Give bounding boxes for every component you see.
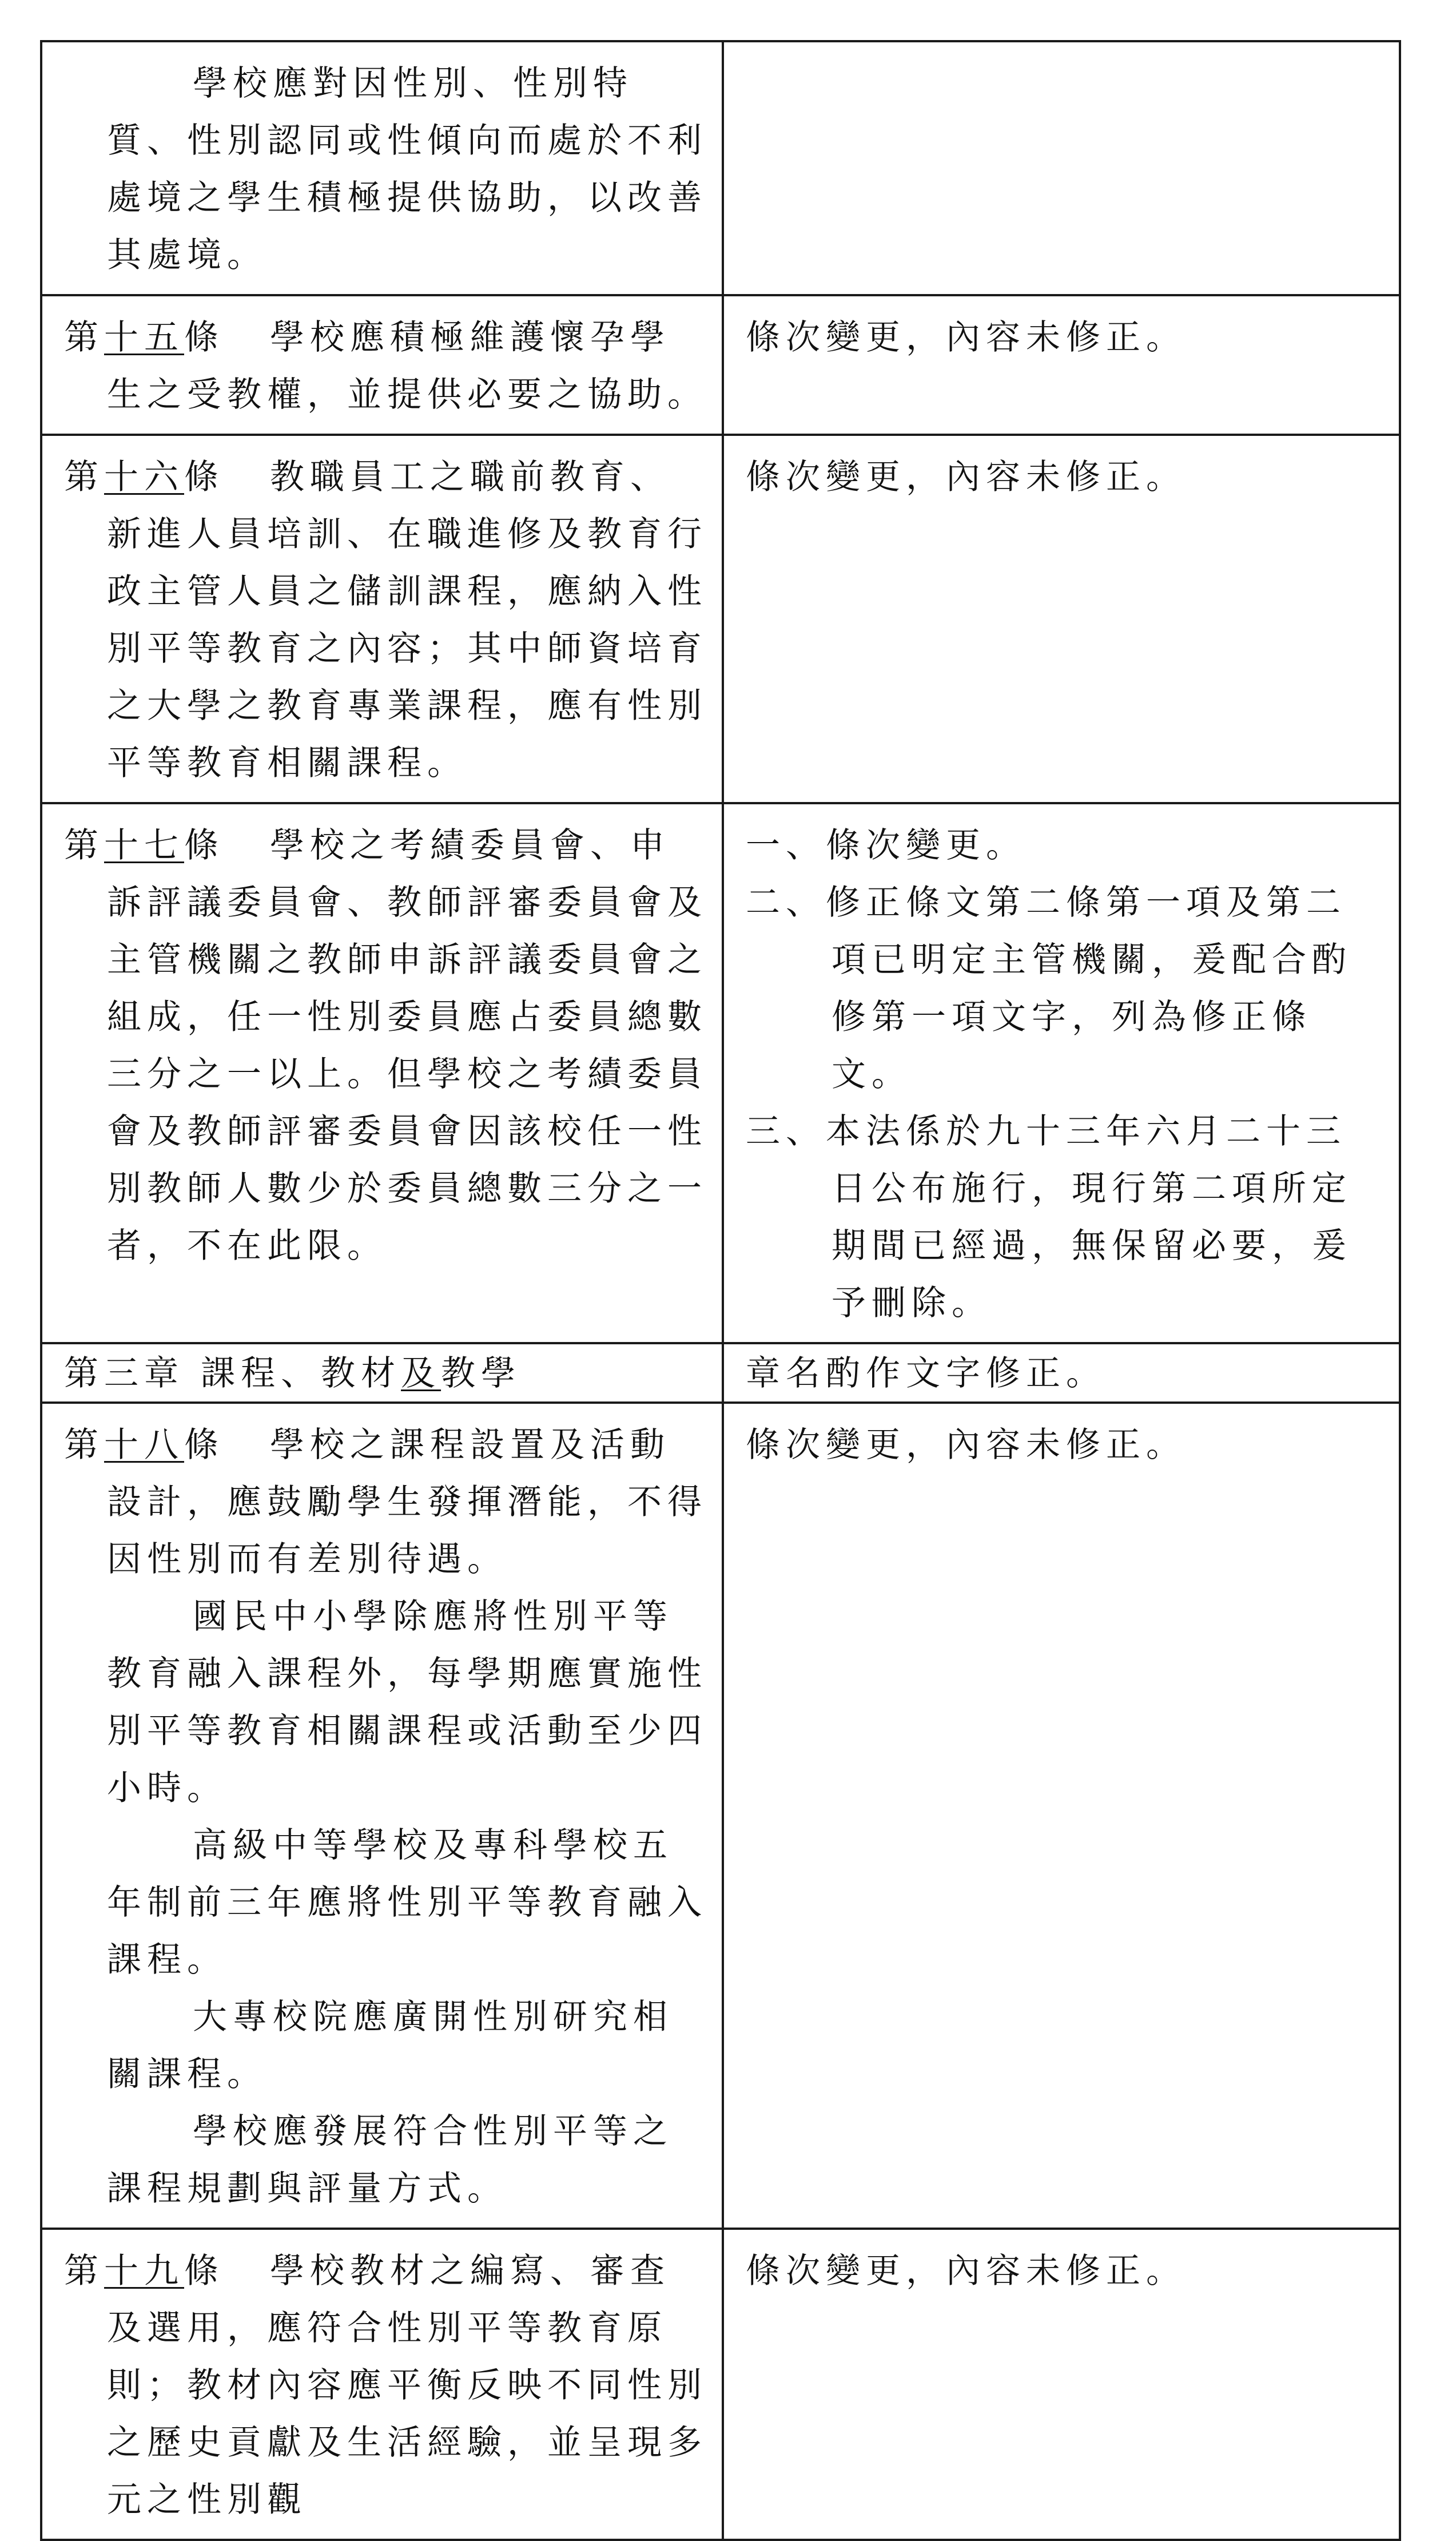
explanation-text: 條次變更，內容未修正。: [746, 1425, 1186, 1465]
list-item: [746, 1103, 1385, 1332]
list-item: [746, 874, 1385, 1103]
article-cell: [41, 803, 723, 1343]
article-cell: [41, 41, 723, 295]
explanation-text: 條次變更，內容未修正。: [746, 317, 1186, 358]
item-marker: 二、: [746, 883, 826, 923]
explanation-list: [746, 817, 1385, 1332]
article-15: [64, 309, 708, 423]
article-prefix: 第: [64, 317, 104, 358]
explanation-cell: [723, 1403, 1400, 2229]
table-row: [41, 295, 1400, 435]
article-text: 學校應積極維護懷孕學生之受教權，並提供必要之協助。: [107, 317, 707, 415]
article-number: 十八: [104, 1425, 184, 1465]
chapter-title-part: 教學: [441, 1353, 522, 1393]
article-16: [64, 448, 708, 792]
table-row: [41, 1343, 1400, 1403]
article-prefix: 第: [64, 1425, 104, 1465]
chapter-heading: [64, 1348, 708, 1399]
article-paragraph: 國民中小學除應將性別平等教育融入課程外，每學期應實施性別平等教育相關課程或活動至少四小時。: [107, 1597, 707, 1808]
article-suffix: 條: [184, 317, 224, 358]
article-number: 十五: [104, 317, 184, 358]
article-cell: [41, 1403, 723, 2229]
explanation-text: 條次變更，內容未修正。: [746, 2251, 1186, 2291]
article-paragraph: 高級中等學校及專科學校五年制前三年應將性別平等教育融入課程。: [107, 1825, 707, 1980]
table-row: [41, 803, 1400, 1343]
article-text: 教職員工之職前教育、新進人員培訓、在職進修及教育行政主管人員之儲訓課程，應納入性別平等教育之內容；其中師資培育之大學之教育專業課程，應有性別平等教育相關課程。: [107, 457, 707, 783]
explanation-cell: [723, 435, 1400, 803]
table-row: [41, 2229, 1400, 2540]
chapter-title-part: 第三章 課程、教材: [64, 1353, 401, 1393]
article-suffix: 條: [184, 1425, 224, 1465]
article-prefix: 第: [64, 825, 104, 865]
chapter-title-underlined: 及: [401, 1353, 441, 1393]
article-suffix: 條: [184, 825, 224, 865]
revision-comparison-table: [40, 40, 1401, 2541]
item-marker: 三、: [746, 1111, 826, 1152]
chapter-heading-cell: [41, 1343, 723, 1403]
article-suffix: 條: [184, 2251, 224, 2291]
article-17: [64, 817, 708, 1275]
explanation-text: 章名酌作文字修正。: [746, 1353, 1106, 1393]
article-text: 學校之課程設置及活動設計，應鼓勵學生發揮潛能，不得因性別而有差別待遇。: [107, 1425, 707, 1579]
article-cell: [41, 435, 723, 803]
explanation-text: 條次變更，內容未修正。: [746, 457, 1186, 497]
explanation-cell: [723, 295, 1400, 435]
article-suffix: 條: [184, 457, 224, 497]
article-18: [64, 1416, 708, 1588]
table-row: [41, 41, 1400, 295]
article-cell: [41, 295, 723, 435]
item-marker: 一、: [746, 825, 826, 865]
article-text: 學校教材之編寫、審查及選用，應符合性別平等教育原則；教材內容應平衡反映不同性別之歷史貢獻及生活經驗，並呈現多元之性別觀: [107, 2251, 707, 2520]
article-paragraph: 學校應發展符合性別平等之課程規劃與評量方式。: [107, 2111, 673, 2209]
article-text: 學校之考績委員會、申訴評議委員會、教師評審委員會及主管機關之教師申訴評議委員會之組成，任一性別委員應占委員總數三分之一以上。但學校之考績委員會及教師評審委員會因該校任一性別教師人數少於委員總數三分之一者，不在此限。: [107, 825, 707, 1266]
article-cell: [41, 2229, 723, 2540]
table-row: [41, 435, 1400, 803]
explanation-cell: [723, 803, 1400, 1343]
article-prefix: 第: [64, 457, 104, 497]
article-paragraph: 大專校院應廣開性別研究相關課程。: [107, 1997, 673, 2094]
explanation-cell: [723, 2229, 1400, 2540]
explanation-cell: [723, 1343, 1400, 1403]
article-number: 十六: [104, 457, 184, 497]
list-item: [746, 817, 1385, 874]
explanation-cell: [723, 41, 1400, 295]
item-text: 修正條文第二條第一項及第二項已明定主管機關，爰配合酌修第一項文字，列為修正條文。: [826, 883, 1352, 1094]
article-19: [64, 2242, 708, 2528]
article-paragraph: 學校應對因性別、性別特質、性別認同或性傾向而處於不利處境之學生積極提供協助，以改善其處境。: [107, 63, 707, 275]
article-number: 十九: [104, 2251, 184, 2291]
article-number: 十七: [104, 825, 184, 865]
item-text: 本法係於九十三年六月二十三日公布施行，現行第二項所定期間已經過，無保留必要，爰予刪除。: [826, 1111, 1352, 1323]
article-prefix: 第: [64, 2251, 104, 2291]
item-text: 條次變更。: [826, 825, 1026, 865]
table-row: [41, 1403, 1400, 2229]
